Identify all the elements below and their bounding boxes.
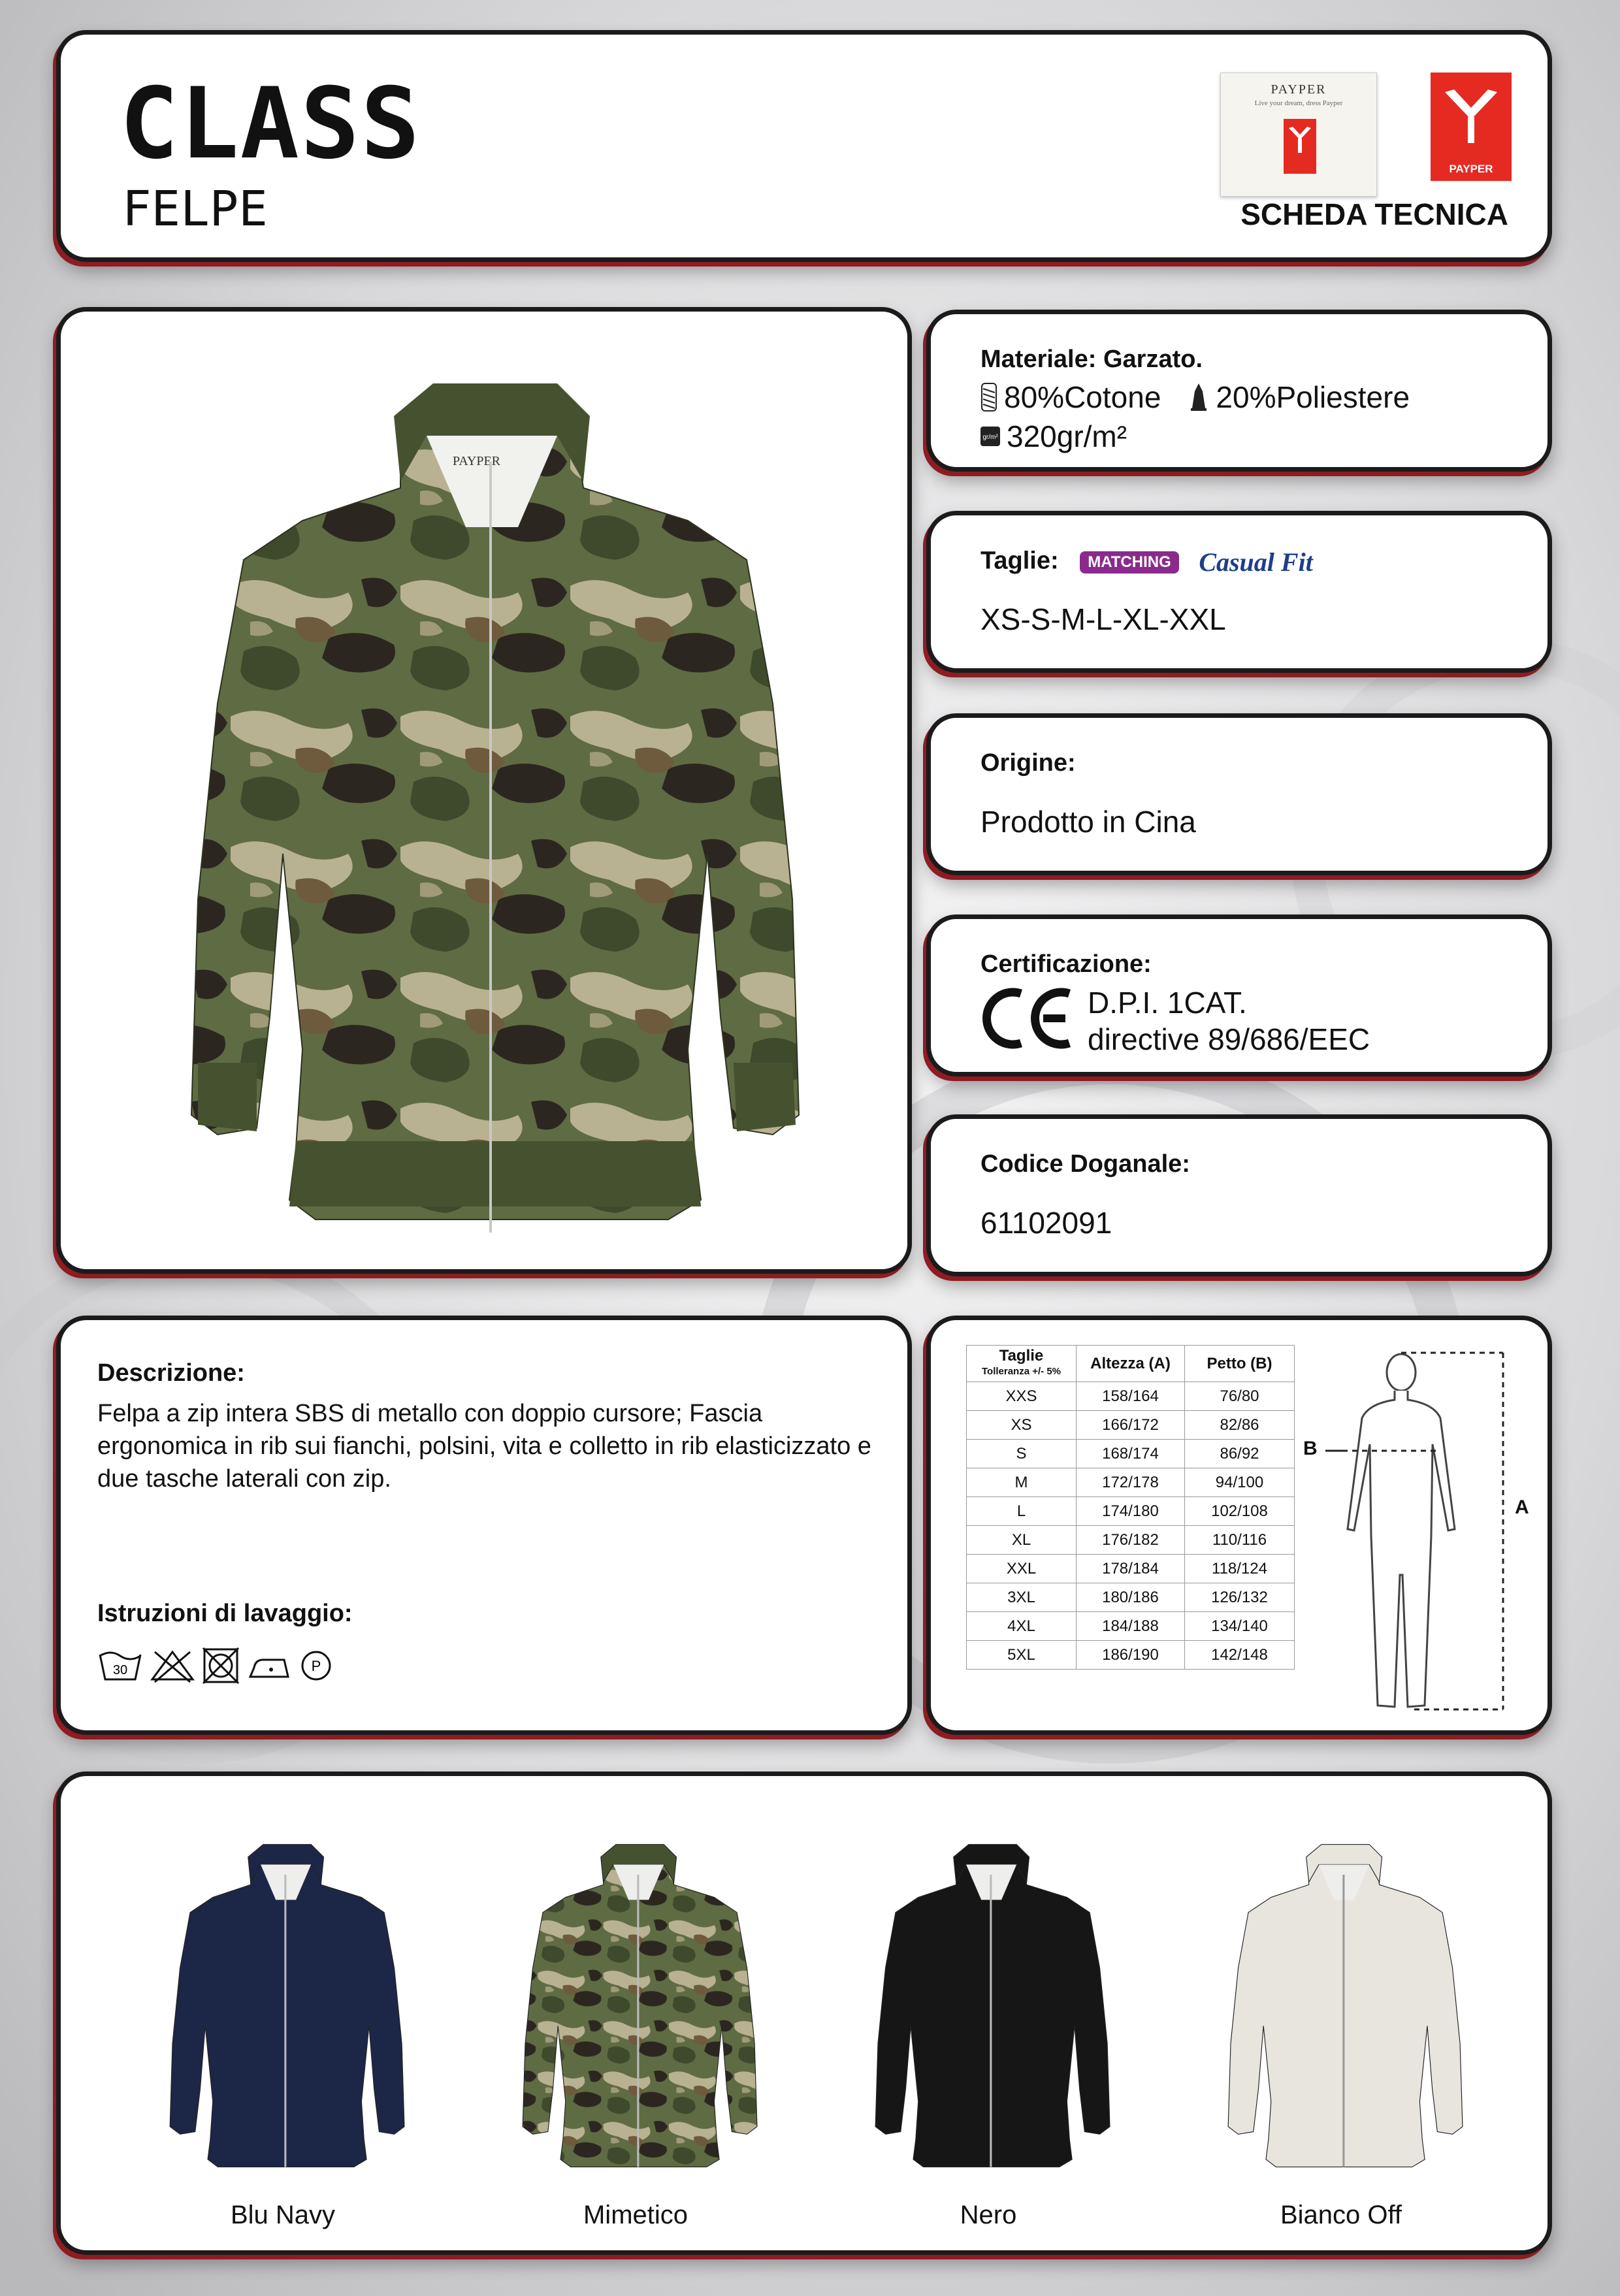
- jacket-image: [825, 1809, 1152, 2194]
- size-row: [967, 1555, 1295, 1583]
- chest-cell: 94/100: [1185, 1468, 1295, 1497]
- size-cell: 3XL: [967, 1583, 1077, 1612]
- brand-name: PAYPER: [1449, 163, 1493, 175]
- iron-icon: [246, 1648, 292, 1683]
- wash-30-icon: [97, 1648, 143, 1683]
- chest-cell: 86/92: [1185, 1440, 1295, 1468]
- product-photo: [61, 312, 907, 1269]
- size-cell: S: [967, 1440, 1077, 1468]
- size-table: [966, 1345, 1295, 1670]
- origin-label: Origine:: [980, 749, 1076, 777]
- chest-cell: 118/124: [1185, 1555, 1295, 1583]
- product-category: FELPE: [122, 181, 268, 237]
- brand-logo: [1431, 73, 1512, 181]
- variant-nero: [805, 1776, 1171, 2255]
- height-cell: 180/186: [1077, 1583, 1185, 1612]
- size-row: [967, 1440, 1295, 1468]
- customs-code-panel: [926, 1114, 1552, 1276]
- chest-cell: 134/140: [1185, 1612, 1295, 1641]
- size-cell: L: [967, 1497, 1077, 1526]
- sizes-panel: [926, 511, 1552, 673]
- height-column-header: Altezza (A): [1077, 1346, 1185, 1382]
- size-row: [967, 1641, 1295, 1670]
- certification-line-2: directive 89/686/EEC: [1088, 1022, 1370, 1056]
- chest-cell: 76/80: [1185, 1382, 1295, 1411]
- sheet-label: SCHEDA TECNICA: [1240, 197, 1508, 231]
- fabric-weight-value: 320gr/m²: [1007, 419, 1127, 453]
- size-row: [967, 1612, 1295, 1641]
- size-row: [967, 1583, 1295, 1612]
- description-panel: [56, 1316, 912, 1735]
- svg-text:gr/m²: gr/m²: [982, 434, 998, 441]
- description-label: Descrizione:: [97, 1359, 245, 1387]
- variant-name: Blu Navy: [230, 2201, 336, 2229]
- jacket-image: [472, 1809, 799, 2194]
- cotton-icon: [980, 382, 997, 412]
- variant-name: Bianco Off: [1280, 2201, 1402, 2229]
- sizes-label-text: Taglie:: [980, 547, 1059, 575]
- tolerance-note: Tolleranza +/- 5%: [981, 1365, 1061, 1377]
- header-panel: [56, 30, 1552, 262]
- height-cell: 174/180: [1077, 1497, 1185, 1526]
- cotton-percent: 80%Cotone: [1004, 380, 1161, 414]
- certification-panel: [926, 914, 1552, 1076]
- sizes-value: XS-S-M-L-XL-XXL: [980, 602, 1226, 636]
- svg-text:P: P: [311, 1658, 321, 1674]
- variant-bianco-off: [1158, 1776, 1524, 2255]
- certification-line-1: D.P.I. 1CAT.: [1088, 986, 1247, 1020]
- size-row: [967, 1497, 1295, 1526]
- size-column-header: Taglie Tolleranza +/- 5%: [967, 1346, 1077, 1382]
- size-cell: XXL: [967, 1555, 1077, 1583]
- product-photo-panel: [56, 307, 912, 1274]
- label-brand-text: PAYPER: [1271, 82, 1327, 97]
- chest-measure-label: B: [1303, 1438, 1318, 1459]
- body-measurement-figure: [1297, 1340, 1545, 1725]
- origin-panel: [926, 713, 1552, 875]
- variant-name: Nero: [960, 2201, 1017, 2229]
- polyester-icon: [1188, 382, 1209, 412]
- size-cell: M: [967, 1468, 1077, 1497]
- size-row: [967, 1411, 1295, 1440]
- svg-text:PAYPER: PAYPER: [453, 454, 501, 468]
- height-cell: 176/182: [1077, 1526, 1185, 1555]
- chest-column-header: Petto (B): [1185, 1346, 1295, 1382]
- fit-type: Casual Fit: [1199, 547, 1313, 577]
- human-figure-icon: [1297, 1340, 1545, 1725]
- height-cell: 184/188: [1077, 1612, 1185, 1641]
- matching-badge: MATCHING: [1080, 551, 1179, 574]
- wash-symbols: [97, 1647, 334, 1685]
- jacket-image: [1178, 1809, 1504, 2194]
- size-row: [967, 1382, 1295, 1411]
- color-variants-panel: [56, 1771, 1552, 2255]
- origin-value: Prodotto in Cina: [980, 805, 1196, 839]
- svg-text:30: 30: [112, 1663, 128, 1677]
- size-cell: XS: [967, 1411, 1077, 1440]
- size-cell: 4XL: [967, 1612, 1077, 1641]
- height-cell: 168/174: [1077, 1440, 1185, 1468]
- size-row: [967, 1526, 1295, 1555]
- ce-mark-icon: [978, 986, 1076, 1051]
- dry-clean-icon: [299, 1648, 334, 1683]
- sizes-label: [980, 547, 1313, 577]
- chest-cell: 82/86: [1185, 1411, 1295, 1440]
- no-tumble-dry-icon: [202, 1647, 240, 1685]
- size-cell: 5XL: [967, 1641, 1077, 1670]
- material-composition: [980, 380, 1410, 415]
- height-cell: 158/164: [1077, 1382, 1185, 1411]
- garment-label-logo: [1220, 73, 1377, 197]
- label-emblem-icon: [1221, 73, 1378, 197]
- variant-mimetico: [453, 1776, 818, 2255]
- variant-blu-navy: [100, 1776, 466, 2255]
- chest-cell: 102/108: [1185, 1497, 1295, 1526]
- label-tagline: Live your dream, dress Payper: [1254, 99, 1343, 107]
- product-title: CLASS: [120, 67, 421, 181]
- variant-name: Mimetico: [583, 2201, 688, 2229]
- material-label: Materiale: Garzato.: [980, 346, 1203, 373]
- chest-cell: 126/132: [1185, 1583, 1295, 1612]
- fabric-weight-icon: [980, 427, 1000, 446]
- size-row: [967, 1468, 1295, 1497]
- size-chart-panel: [926, 1316, 1552, 1735]
- description-text: Felpa a zip intera SBS di metallo con doppio cursore; Fascia ergonomica in rib sui fianchi, polsini, vita e colletto in rib elasticizzato e due tasche laterali con zip.: [97, 1400, 871, 1493]
- material-panel: [926, 310, 1552, 472]
- height-cell: 186/190: [1077, 1641, 1185, 1670]
- fabric-weight: [980, 419, 1127, 454]
- customs-code-label: Codice Doganale:: [980, 1150, 1190, 1178]
- chest-cell: 110/116: [1185, 1526, 1295, 1555]
- customs-code-value: 61102091: [980, 1206, 1112, 1240]
- wash-instructions-label: Istruzioni di lavaggio:: [97, 1600, 353, 1627]
- polyester-percent: 20%Poliestere: [1216, 380, 1410, 414]
- brand-emblem-icon: [1431, 73, 1512, 157]
- height-cell: 178/184: [1077, 1555, 1185, 1583]
- certification-details: [1088, 984, 1370, 1058]
- height-cell: 172/178: [1077, 1468, 1185, 1497]
- chest-cell: 142/148: [1185, 1641, 1295, 1670]
- height-measure-label: A: [1515, 1496, 1529, 1518]
- jacket-image: [120, 1809, 446, 2194]
- size-cell: XXS: [967, 1382, 1077, 1411]
- no-bleach-icon: [150, 1648, 195, 1683]
- height-cell: 166/172: [1077, 1411, 1185, 1440]
- size-cell: XL: [967, 1526, 1077, 1555]
- certification-label: Certificazione:: [980, 950, 1152, 978]
